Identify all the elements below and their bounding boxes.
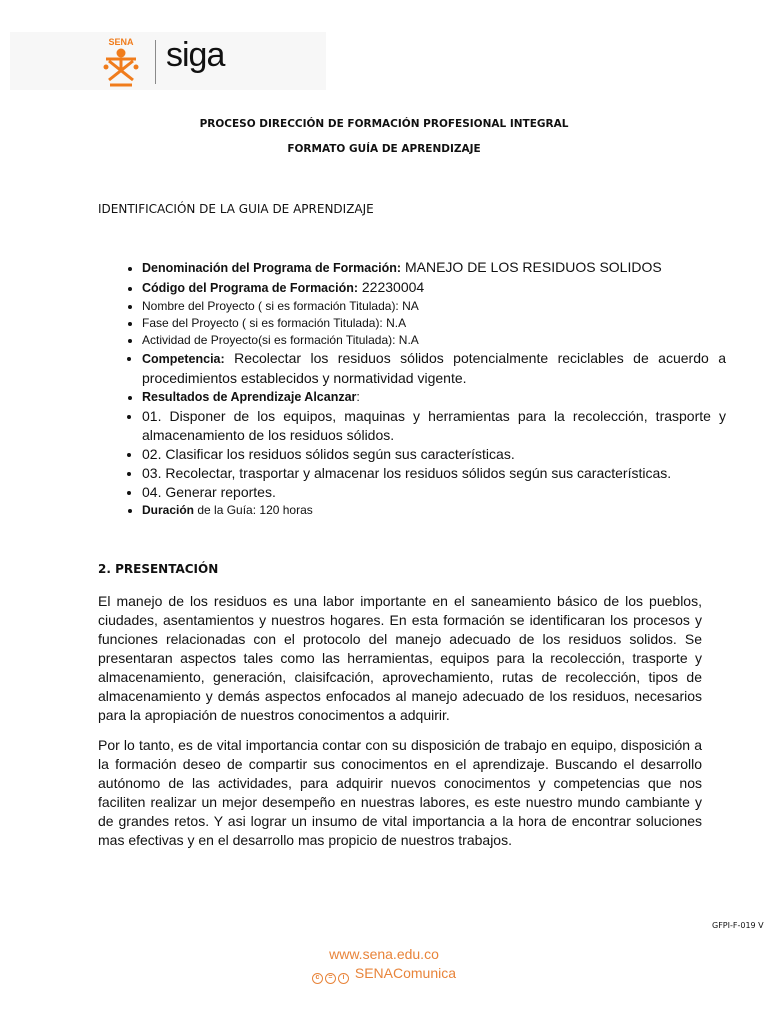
list-item-program-code [142,278,726,298]
sena-logo-text: SENA [108,37,134,47]
social-handle: SENAComunica [354,965,457,981]
item-value: de la Guía: 120 horas [194,503,313,517]
list-item-result-03: • 03. Recolectar, trasportar y almacenar los residuos sólidos según sus características. [142,464,726,483]
item-label: Duración [142,503,195,517]
sena-logo-icon [96,36,146,88]
item-value: : [356,390,360,404]
identification-list [118,258,726,519]
attribution-icon: i [338,973,349,984]
item-label: Resultados de Aprendizaje Alcanzar [142,390,357,404]
document-code: GFPI-F-019 V [712,921,764,930]
format-title: FORMATO GUÍA DE APRENDIZAJE [287,143,481,155]
presentation-paragraph-2: Por lo tanto, es de vital importancia contar con su disposición de trabajo en equipo, disposición a la formación deseo de compartir sus conocimentos en el aprendizaje. Buscando el desarrollo autónomo de las actividades, para adquirir nuevos conocimentos y competencias que nos faciliten realizar un mejor desempeño en nuestras labores, es este nuestro mundo cambiante y de grandes retos. Y asi lograr un insumo de vital importancia a la hora de encontrar soluciones mas efectivas y en el desarrollo mas propicio de nuestros trabajos. [98,737,702,848]
list-item-duration [142,502,726,519]
footer-url: www.sena.edu.co [329,946,439,962]
identification-heading: IDENTIFICACIÓN DE LA GUIA DE APRENDIZAJE [98,202,374,216]
item-label: Código del Programa de Formación: [142,281,358,295]
presentation-heading: 2. PRESENTACIÓN [98,562,219,576]
creative-commons-icon: c [312,973,323,984]
presentation-paragraph-1: El manejo de los residuos es una labor importante en el saneamiento básico de los pueblos, ciudades, asentamientos y nuestros hogares. En esta formación se identificaran los procesos y funciones relacionadas con el protocolo del manejo adecuado de los residuos solidos. Se presentaran aspectos tales como las herramientas, equipos para la recolección, trasporte y almacenamiento, generación, claisifcación, aprovechamiento, rutas de recolección, tipos de almacenamiento y demás aspectos enfocados al manejo adecuado de los residuos, necesarios para la apropiación de nuestros conocimentos a adquirir. [98,593,702,723]
share-alike-icon: = [325,973,336,984]
list-item-result-02: • 02. Clasificar los residuos sólidos según sus características. [142,445,726,464]
list-item-competence [142,349,726,388]
footer-social [0,965,768,984]
item-label: Denominación del Programa de Formación: [142,261,402,275]
siga-logo: siga [166,36,225,74]
list-item-project-name: • Nombre del Proyecto ( si es formación Titulada): NA [142,298,726,315]
item-label: Competencia: [142,352,225,366]
list-item-project-phase: • Fase del Proyecto ( si es formación Titulada): N.A [142,315,726,332]
list-item-result-04: • 04. Generar reportes. [142,483,726,502]
process-title: PROCESO DIRECCIÓN DE FORMACIÓN PROFESIONAL INTEGRAL [199,118,569,130]
list-item-learning-results [142,388,726,407]
item-value: 22230004 [358,279,425,295]
list-item-program-name [142,258,726,278]
list-item-project-activity: • Actividad de Proyecto(si es formación Titulada): N.A [142,332,726,349]
item-value: MANEJO DE LOS RESIDUOS SOLIDOS [401,259,662,275]
item-value: Recolectar los residuos sólidos potencialmente reciclables de acuerdo a procedimientos establecidos y normatividad vigente. [142,350,726,386]
list-item-result-01: • 01. Disponer de los equipos, maquinas y herramientas para la recolección, trasporte y almacenamiento de los residuos sólidos. [142,407,726,445]
logo-divider [155,40,156,84]
